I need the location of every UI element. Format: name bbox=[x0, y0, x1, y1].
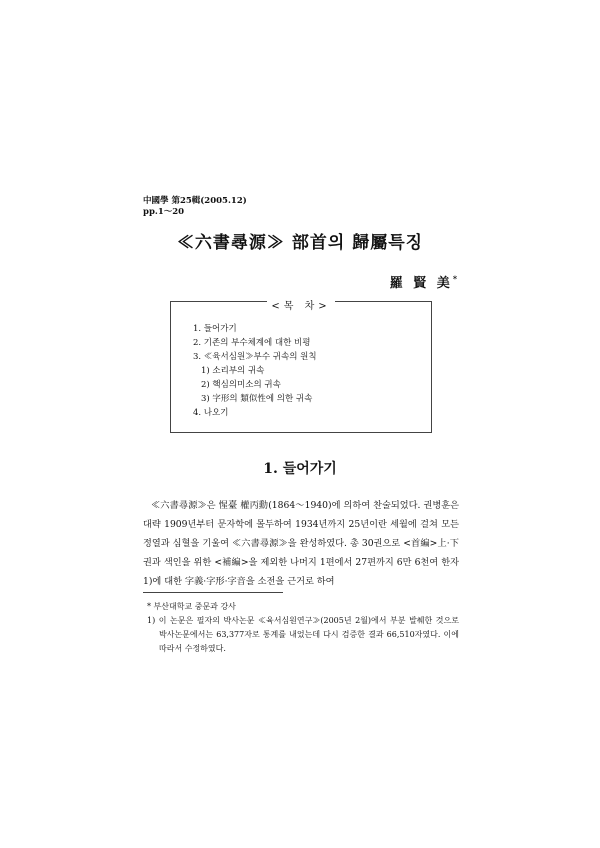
table-of-contents bbox=[170, 301, 432, 433]
author-name-block bbox=[390, 272, 457, 291]
body-paragraph: ≪六書尋源≫은 惺臺 權丙勳(1864～1940)에 의하여 찬술되었다. 권병훈은 대략 1909년부터 문자학에 몰두하여 1934년까지 25년이란 세월에 걸쳐 모든 정열과 심혈을 기울여 ≪六書尋源≫을 완성하였다. 총 30권으로 <首編>上·下권과 색인을 위한 <補編>을 제외한 나머지 1편에서 27편까지 6만 6천여 한자1)에 대한 字義·字形·字音을 소전을 근거로 하여 bbox=[143, 500, 459, 587]
footnote-1: 1) 이 논문은 필자의 박사논문 ≪육서심원연구≫(2005년 2월)에서 부분 발췌한 것으로 박사논문에서는 63,377자로 통계를 내었는데 다시 검증한 결과 66,510자였다. 이에 따라서 수정하였다. bbox=[147, 616, 459, 653]
toc-item: 1. 들어가기 bbox=[193, 324, 237, 334]
journal-pages: pp.1～20 bbox=[143, 207, 185, 217]
toc-item: 2. 기존의 부수체계에 대한 비평 bbox=[193, 338, 311, 348]
paper-title: ≪六書尋源≫ 部首의 歸屬특징 bbox=[176, 233, 424, 253]
footnotes bbox=[143, 600, 459, 656]
toc-item: 3. ≪육서심원≫부수 귀속의 원칙 bbox=[193, 352, 317, 362]
toc-item: 4. 나오기 bbox=[193, 408, 229, 418]
footnote-affiliation: * 부산대학교 중문과 강사 bbox=[147, 602, 236, 611]
footnote-divider bbox=[143, 592, 283, 593]
toc-subitem: 3) 字形의 類似性에 의한 귀속 bbox=[201, 394, 313, 404]
toc-header-wrap bbox=[171, 294, 431, 313]
author-footnote-mark: * bbox=[452, 273, 457, 284]
journal-volume: 中國學 第25輯(2005.12) bbox=[143, 196, 247, 206]
section-heading: 1. 들어가기 bbox=[263, 461, 337, 477]
toc-subitem: 1) 소리부의 귀속 bbox=[201, 366, 265, 376]
toc-list bbox=[193, 322, 317, 420]
author-name: 羅 賢 美 bbox=[389, 276, 453, 291]
toc-header: <목 차> bbox=[267, 301, 334, 312]
toc-subitem: 2) 핵심의미소의 귀속 bbox=[201, 380, 281, 390]
journal-info bbox=[143, 196, 247, 218]
